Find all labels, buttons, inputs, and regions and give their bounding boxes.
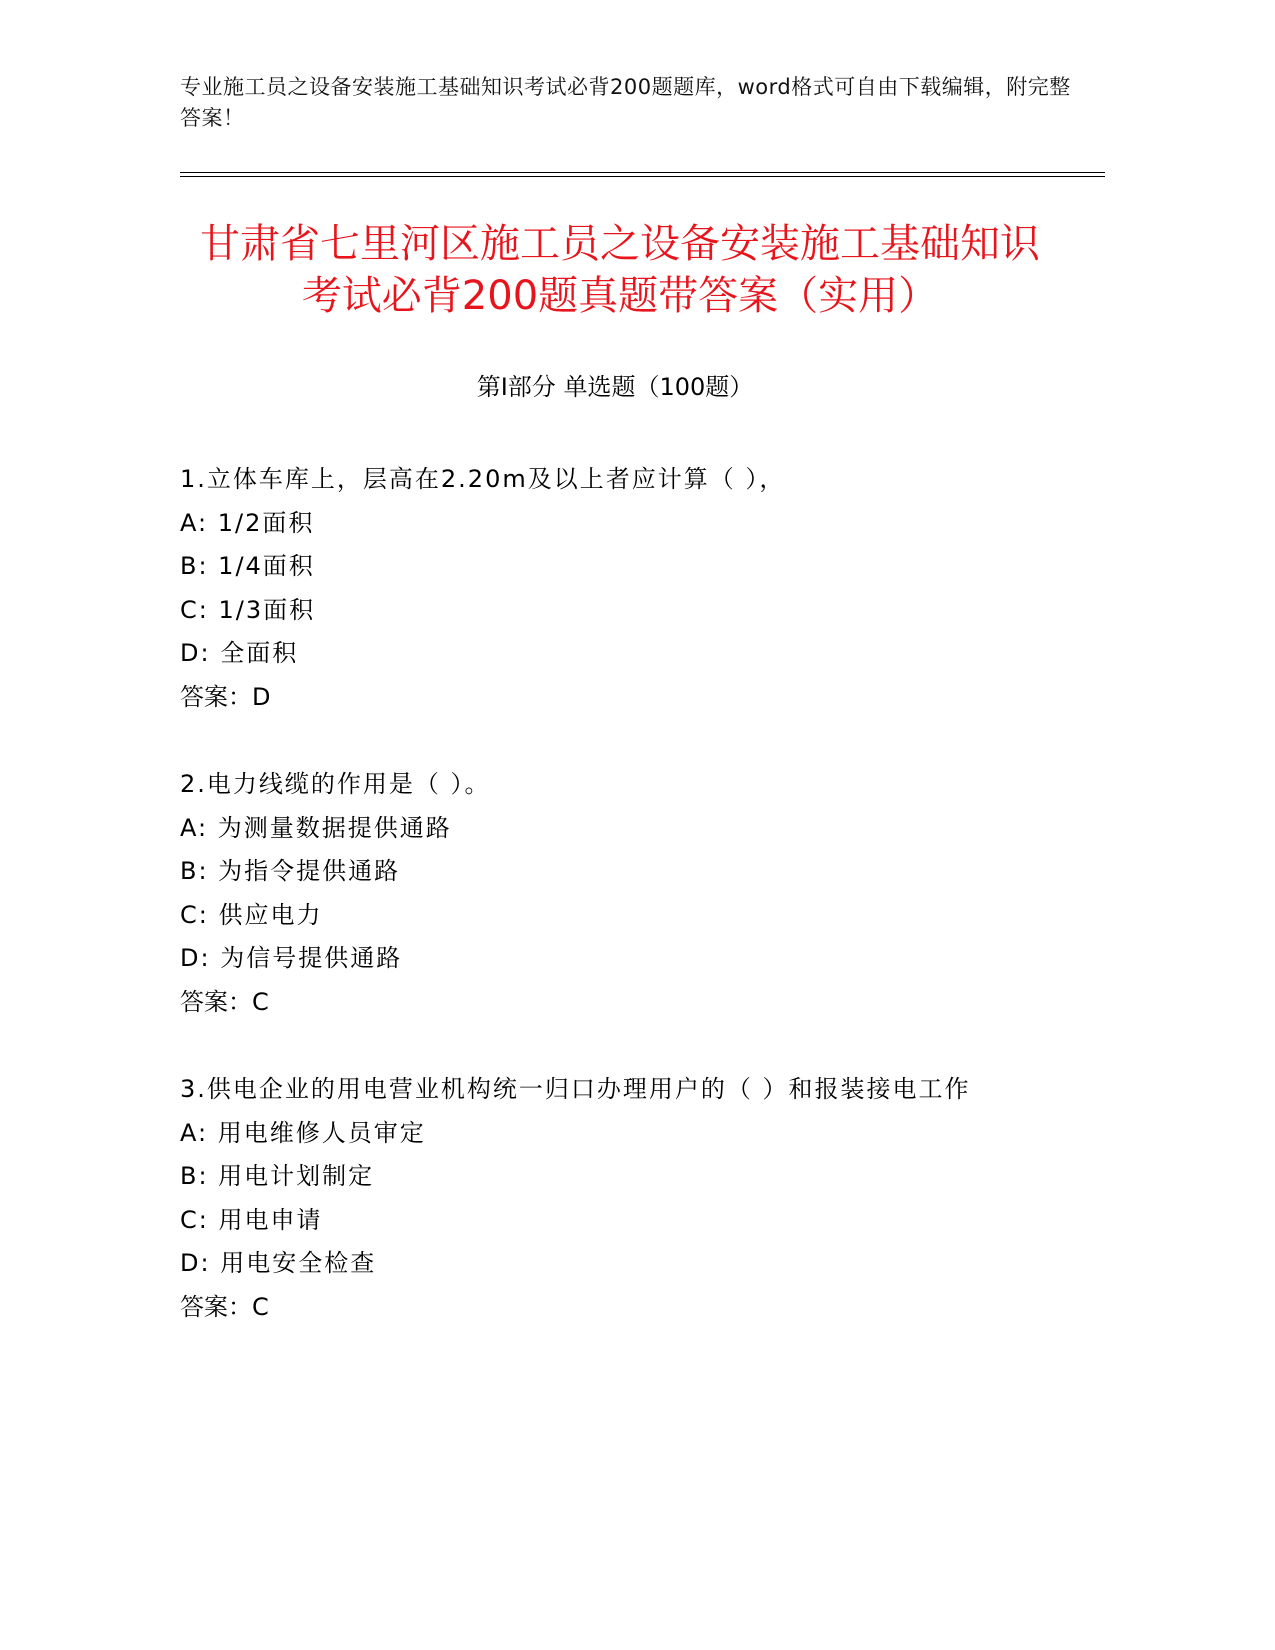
option-b: B: 为指令提供通路 [180,857,401,886]
document-title: 甘肃省七里河区施工员之设备安装施工基础知识考试必背200题真题带答案（实用） [200,221,1040,319]
answer: 答案：C [180,987,269,1016]
option-a: A: 用电维修人员审定 [180,1118,426,1147]
option-d: D: 全面积 [180,639,299,668]
question-stem: 3.供电企业的用电营业机构统一归口办理用户的（ ）和报装接电工作 [180,1075,971,1103]
option-b: B: 1/4面积 [180,552,315,581]
option-d: D: 为信号提供通路 [180,944,403,973]
option-c: C: 供应电力 [180,900,323,929]
header-note: 专业施工员之设备安装施工基础知识考试必背200题题库，word格式可自由下载编辑，附完整答案！ [180,75,1071,130]
option-b: B: 用电计划制定 [180,1162,375,1191]
answer: 答案：C [180,1292,269,1321]
option-c: C: 用电申请 [180,1205,323,1234]
question-stem: 1.立体车库上，层高在2.20m及以上者应计算（ ）， [180,465,786,493]
header-divider [180,172,1105,177]
answer: 答案：D [180,682,271,711]
option-a: A: 为测量数据提供通路 [180,813,452,842]
question-3 [180,1068,1080,1330]
option-c: C: 1/3面积 [180,595,316,624]
question-stem: 2.电力线缆的作用是（ ）。 [180,770,491,798]
option-d: D: 用电安全检查 [180,1249,377,1278]
question-1 [180,458,1080,720]
option-a: A: 1/2面积 [180,508,315,537]
question-2 [180,763,1080,1025]
section-title: 第Ⅰ部分 单选题（100题） [476,373,754,401]
